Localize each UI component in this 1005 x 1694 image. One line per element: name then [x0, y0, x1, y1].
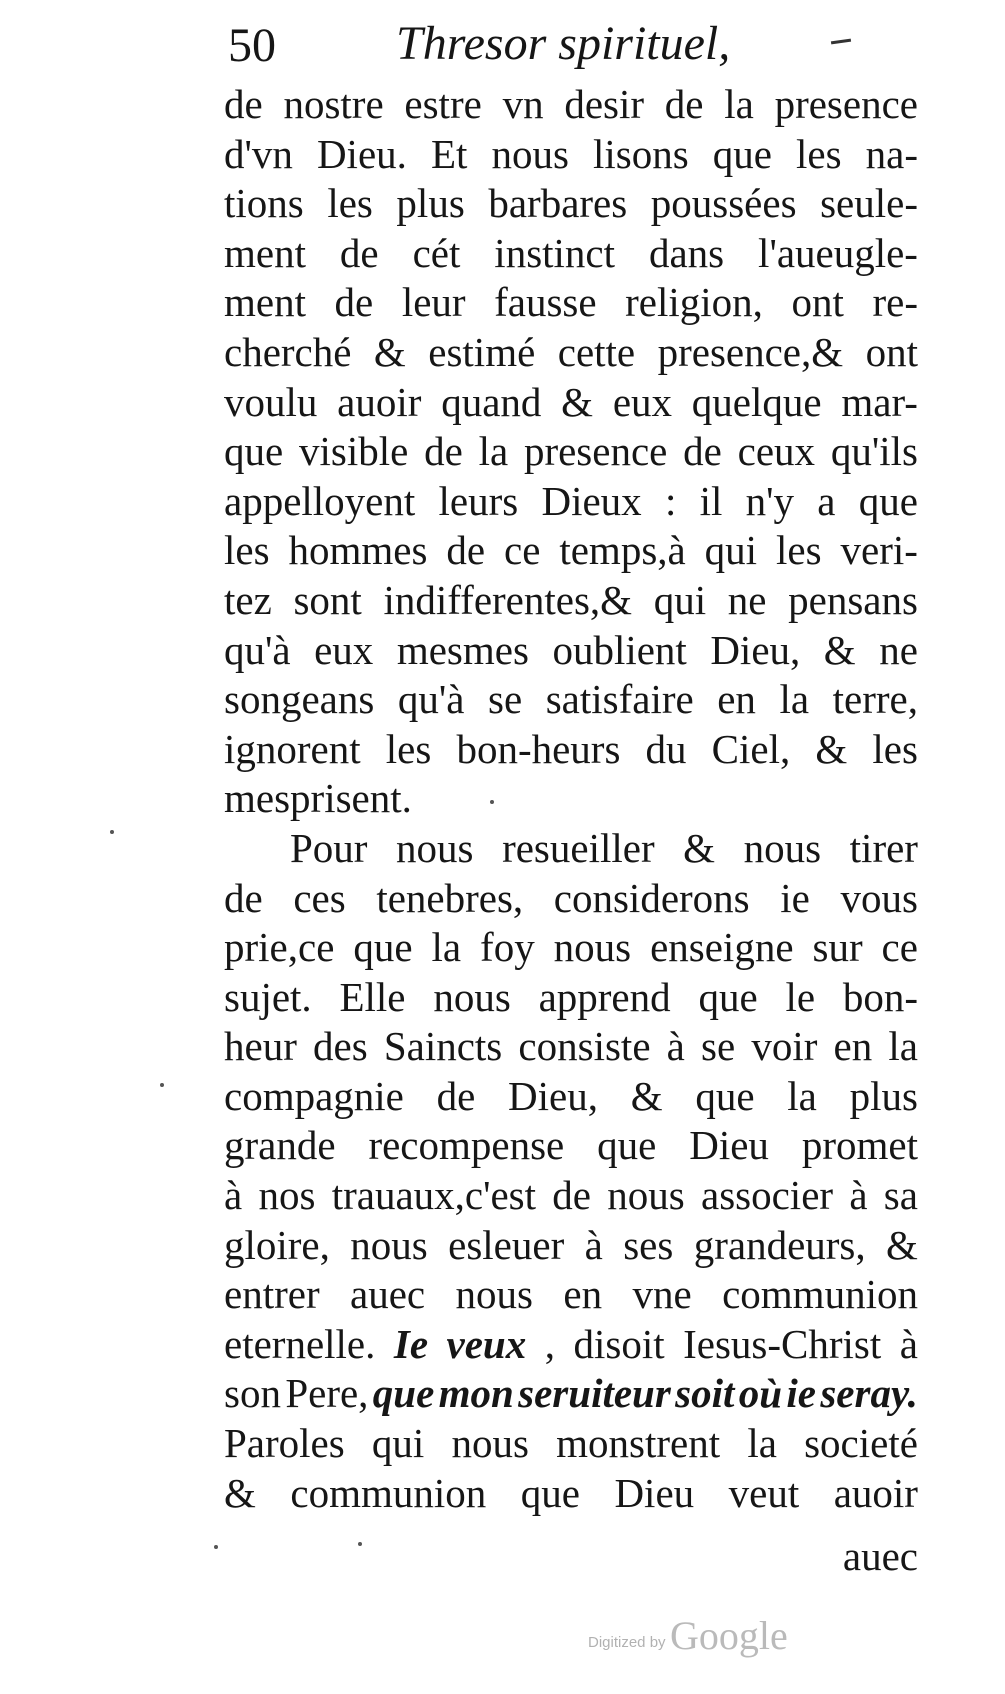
italic-word: veux — [446, 1320, 527, 1367]
text-line — [224, 1022, 918, 1072]
word: de — [552, 1172, 591, 1219]
word: veut — [728, 1469, 800, 1516]
word: Dieu. — [316, 130, 407, 177]
text-line — [224, 80, 918, 130]
word: cét — [412, 229, 461, 276]
word: & — [630, 1072, 663, 1119]
text-line — [224, 1320, 918, 1370]
word: nous — [455, 1271, 533, 1318]
word: Dieux — [541, 477, 642, 524]
word: barbares — [488, 180, 628, 227]
word: songeans — [224, 676, 375, 723]
word: la — [747, 1420, 777, 1467]
word: quand — [441, 378, 542, 425]
word: lisons — [593, 130, 689, 177]
word: ceux — [737, 428, 816, 475]
word: des — [313, 1023, 368, 1070]
word: du — [645, 725, 687, 772]
word: la — [779, 676, 810, 723]
word: dans — [648, 229, 725, 276]
page-header — [228, 12, 928, 84]
word: de — [664, 81, 704, 127]
text-line — [224, 229, 918, 279]
word: Dieu — [689, 1122, 769, 1169]
text-line — [224, 973, 918, 1023]
word: ont — [791, 279, 844, 326]
word: enseigne — [650, 924, 794, 971]
word: sur — [812, 924, 863, 971]
header-ink-mark — [831, 39, 851, 45]
digitized-watermark — [588, 1612, 818, 1662]
word: gloire, — [224, 1221, 330, 1268]
ink-speck — [490, 800, 494, 804]
word: tez — [224, 576, 272, 623]
ink-speck — [214, 1545, 218, 1549]
text-line — [224, 1369, 918, 1419]
word: leurs — [438, 477, 519, 524]
word: nous — [491, 130, 569, 177]
text-line — [224, 1469, 918, 1519]
word: oublient — [552, 626, 687, 673]
word: associer — [701, 1172, 834, 1219]
text-line — [224, 179, 918, 229]
word: de — [224, 81, 263, 127]
word: mesprisent. — [224, 775, 412, 822]
word: leur — [401, 279, 466, 326]
word: ignorent — [224, 725, 361, 772]
word: que — [353, 924, 413, 971]
catchword: auec — [842, 1533, 918, 1579]
word: auec — [350, 1271, 426, 1318]
ink-speck — [358, 1542, 362, 1546]
word: à — [899, 1320, 918, 1367]
running-title: Thresor spirituel, — [396, 17, 731, 70]
word: Elle — [339, 973, 406, 1020]
italic-word: que — [372, 1370, 435, 1417]
word: & — [886, 1221, 918, 1268]
word: , — [544, 1320, 555, 1367]
word: de — [436, 1072, 476, 1119]
word: & — [815, 725, 848, 772]
word: quelque — [691, 378, 822, 425]
word: qu'ils — [830, 428, 918, 475]
text-line — [224, 477, 918, 527]
word: estimé — [428, 328, 536, 375]
word: appelloyent — [224, 477, 416, 524]
word: nous — [396, 824, 474, 871]
word: resueiller — [502, 824, 655, 871]
word: vne — [632, 1271, 692, 1318]
word: à — [224, 1172, 243, 1219]
word: les — [796, 130, 842, 177]
word: nous — [350, 1221, 428, 1268]
word: nous — [553, 924, 632, 971]
word: trauaux,c'est — [331, 1172, 537, 1219]
word: de — [224, 874, 263, 921]
word: vous — [840, 874, 918, 921]
word: monstrent — [556, 1420, 721, 1467]
word: Iesus-Christ — [683, 1320, 882, 1367]
word: terre, — [832, 676, 918, 723]
word: sont — [293, 576, 362, 623]
word: ces — [293, 874, 346, 921]
word: re- — [872, 279, 918, 326]
page-number: 50 — [228, 19, 276, 72]
word: heur — [224, 1023, 297, 1070]
word: les — [385, 725, 432, 772]
word: hommes — [288, 527, 428, 574]
word: que — [698, 973, 758, 1020]
word: sujet. — [224, 973, 312, 1020]
word: ses — [623, 1221, 674, 1268]
word: à — [584, 1221, 603, 1268]
word: temps,à — [559, 527, 686, 574]
word: & — [561, 378, 594, 425]
word: & — [683, 824, 716, 871]
text-line — [224, 1419, 918, 1469]
word: esleuer — [448, 1221, 565, 1268]
word: eux — [612, 378, 673, 425]
word: & — [224, 1469, 256, 1516]
word: auoir — [833, 1469, 918, 1516]
word: il — [699, 477, 723, 524]
word: Dieu, — [508, 1072, 598, 1119]
word: la — [787, 1072, 817, 1119]
word: plus — [849, 1072, 918, 1119]
text-line — [224, 278, 918, 328]
text-line — [224, 1270, 918, 1320]
word: ne — [727, 576, 767, 623]
word: ont — [865, 328, 918, 375]
text-line — [224, 576, 918, 626]
word: voir — [751, 1023, 818, 1070]
word: Dieu — [614, 1469, 695, 1516]
text-line — [224, 874, 918, 924]
word: nous — [743, 824, 822, 871]
text-line — [224, 427, 918, 477]
word: nous — [607, 1172, 685, 1219]
word: les — [327, 180, 373, 227]
word: la — [478, 428, 509, 475]
word: presence,& — [657, 328, 844, 375]
word: voulu — [224, 378, 318, 425]
word: la — [724, 81, 754, 127]
word: les — [872, 725, 918, 772]
word: nous — [433, 973, 511, 1020]
word: ment — [224, 229, 306, 276]
word: disoit — [573, 1320, 665, 1367]
text-line — [224, 130, 918, 180]
word: à — [666, 1023, 685, 1070]
word: son — [224, 1370, 281, 1417]
word: nos — [258, 1172, 316, 1219]
italic-word: ie — [786, 1370, 816, 1417]
word: religion, — [625, 279, 763, 326]
word: sa — [883, 1172, 918, 1219]
word: veri- — [840, 527, 918, 574]
word: la — [431, 924, 462, 971]
word: ce — [881, 924, 918, 971]
word: plus — [396, 180, 465, 227]
word: de — [334, 279, 374, 326]
word: se — [701, 1023, 736, 1070]
word: tions — [224, 180, 304, 227]
word: nous — [451, 1420, 529, 1467]
word: recompense — [368, 1122, 565, 1169]
word: compagnie — [224, 1072, 404, 1119]
italic-word: seruiteur — [518, 1370, 671, 1417]
word: ie — [780, 874, 810, 921]
word: eternelle. — [224, 1320, 376, 1367]
word: instinct — [494, 229, 616, 276]
word: communion — [722, 1271, 918, 1318]
text-line — [224, 675, 918, 725]
text-line — [224, 725, 918, 775]
text-line — [224, 1221, 918, 1271]
word: se — [488, 676, 523, 723]
word: que — [858, 477, 918, 524]
word: indifferentes,& — [383, 576, 633, 623]
word: ce — [504, 527, 541, 574]
word: communion — [290, 1469, 487, 1516]
ink-speck — [110, 830, 114, 834]
italic-word: où — [738, 1370, 783, 1417]
ink-speck — [160, 1083, 164, 1087]
word: de — [424, 428, 463, 475]
word: en — [833, 1023, 873, 1070]
digitized-by-label: Digitized by — [588, 1634, 666, 1651]
word: de — [446, 527, 486, 574]
word: estre — [404, 81, 482, 127]
word: tirer — [849, 824, 918, 871]
word: Saincts — [383, 1023, 503, 1070]
word: pensans — [788, 576, 918, 623]
word: cette — [557, 328, 636, 375]
word: satisfaire — [545, 676, 694, 723]
word: societé — [804, 1420, 918, 1467]
word: grandeurs, — [693, 1221, 866, 1268]
word: Pour — [290, 824, 368, 871]
word: visible — [298, 428, 409, 475]
word: & — [373, 328, 406, 375]
word: nostre — [283, 81, 384, 127]
word: en — [717, 676, 756, 723]
text-line — [224, 923, 918, 973]
google-logo: Google — [670, 1613, 788, 1658]
body-text — [224, 80, 918, 1518]
text-line — [224, 526, 918, 576]
word: que — [224, 428, 284, 475]
word: presence — [774, 81, 918, 127]
word: : — [664, 477, 677, 524]
word: bon- — [842, 973, 918, 1020]
word: qu'à — [397, 676, 465, 723]
text-line — [224, 1121, 918, 1171]
text-line — [224, 774, 918, 824]
word: eux — [314, 626, 374, 673]
word: seule- — [820, 180, 918, 227]
word: mesmes — [396, 626, 529, 673]
word: le — [785, 973, 816, 1020]
word: entrer — [224, 1271, 320, 1318]
text-line — [224, 1072, 918, 1122]
word: tenebres, — [376, 874, 524, 921]
text-line — [224, 626, 918, 676]
word: qui — [704, 527, 758, 574]
word: cherché — [224, 328, 352, 375]
word: que — [597, 1122, 657, 1169]
word: Dieu, — [710, 626, 801, 673]
word: que — [520, 1469, 580, 1516]
text-line — [224, 328, 918, 378]
word: presence — [523, 428, 668, 475]
word: foy — [480, 924, 535, 971]
word: que — [712, 130, 772, 177]
word: na- — [865, 130, 918, 177]
word: ne — [879, 626, 918, 673]
word: mar- — [841, 378, 918, 425]
word: poussées — [650, 180, 797, 227]
word: Pere, — [285, 1370, 369, 1417]
word: n'y — [745, 477, 795, 524]
word: de — [683, 428, 722, 475]
word: qui — [653, 576, 707, 623]
word: Ciel, — [711, 725, 791, 772]
word: les — [224, 527, 270, 574]
word: promet — [801, 1122, 918, 1169]
word: l'aueugle- — [758, 229, 918, 276]
word: bon-heurs — [456, 725, 621, 772]
text-line — [224, 824, 918, 874]
word: ment — [224, 279, 306, 326]
word: la — [888, 1023, 918, 1070]
word: de — [339, 229, 379, 276]
word: consiste — [518, 1023, 651, 1070]
word: à — [849, 1172, 868, 1219]
word: d'vn — [224, 130, 293, 177]
word: a — [817, 477, 836, 524]
word: Paroles — [224, 1420, 345, 1467]
word: auoir — [337, 378, 422, 425]
word: & — [823, 626, 856, 673]
text-line — [224, 1171, 918, 1221]
italic-word: soit — [675, 1370, 735, 1417]
italic-word: mon — [438, 1370, 514, 1417]
word: en — [563, 1271, 603, 1318]
italic-word: seray. — [820, 1370, 918, 1417]
word: fausse — [494, 279, 597, 326]
word: considerons — [553, 874, 750, 921]
word: desir — [564, 81, 645, 127]
italic-word: Ie — [393, 1320, 429, 1367]
word: que — [695, 1072, 755, 1119]
word: grande — [224, 1122, 336, 1169]
word: prie,ce — [224, 924, 335, 971]
text-line — [224, 378, 918, 428]
word: Et — [430, 130, 468, 177]
word: qu'à — [224, 626, 291, 673]
word: vn — [502, 81, 544, 127]
word: apprend — [538, 973, 671, 1020]
word: qui — [371, 1420, 425, 1467]
word: les — [776, 527, 822, 574]
